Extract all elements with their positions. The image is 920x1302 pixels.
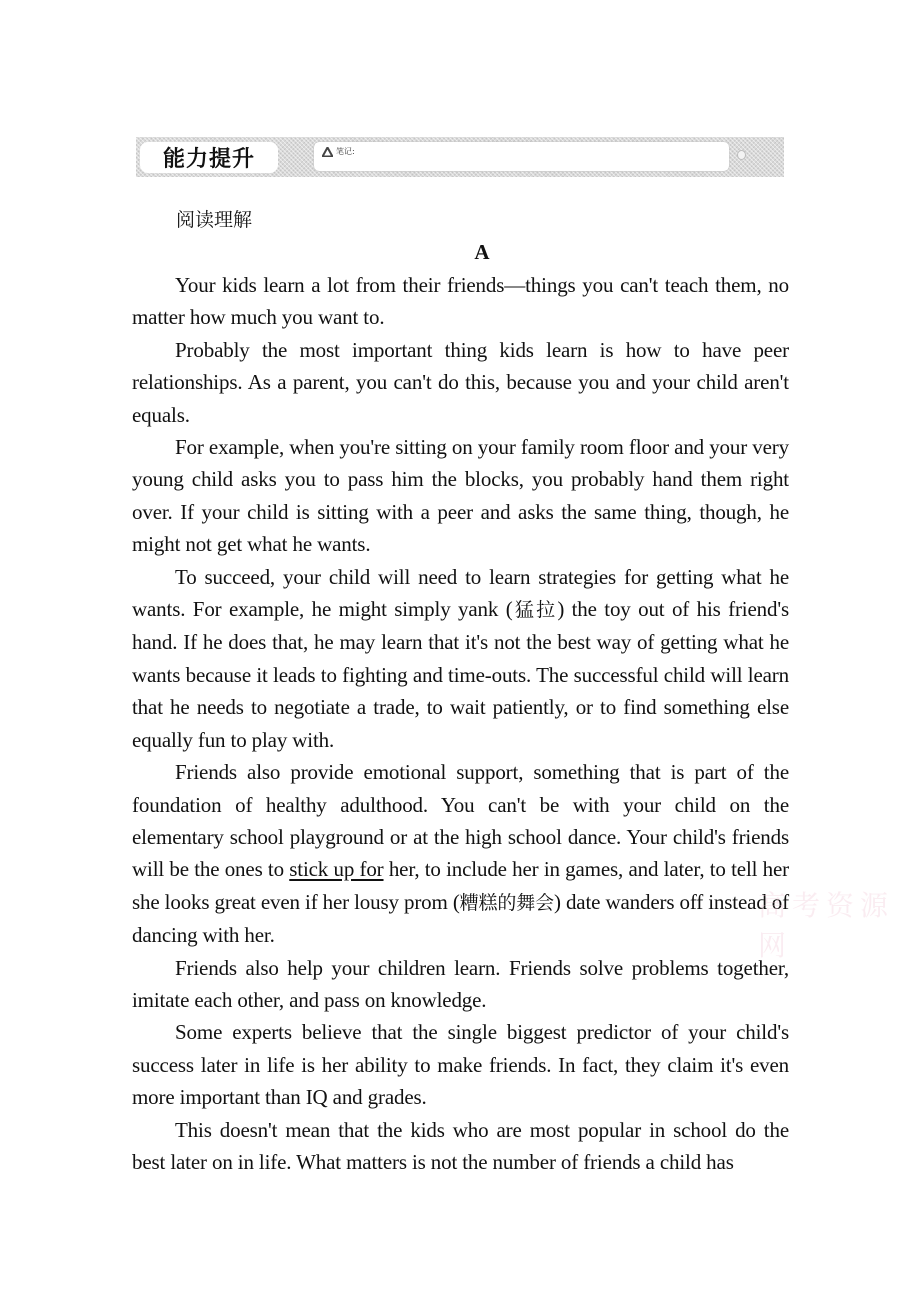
paragraph-4 [132,561,789,756]
paragraph-4-text-b: ) the toy out of his friend's hand. If he does that, he may learn that it's not the best way of getting what he wants because it leads to fighting and time-outs. The successful child will learn that he needs to negotiate a trade, to wait patiently, or to find something else equally fun to play with. [132,597,789,752]
passage-letter: A [474,240,490,264]
paragraph-5-text-c: ) date wanders off instead of dancing with her. [132,889,789,948]
paragraph-1: Your kids learn a lot from their friends—things you can't teach them, no matter how much you want to. [132,273,789,330]
gloss-lousy-prom: 糟糕的舞会 [459,891,554,914]
paragraph-5 [132,756,789,951]
paragraph-5-text-a: Friends also provide emotional support, something that is part of the foundation of healthy adulthood. You can't be with your child on the elementary school playground or at the high school dance. Your child's friends will be the ones to [132,760,789,882]
pin-icon [737,150,746,160]
section-banner [136,137,784,177]
watermark: 高考资源网 [758,889,895,962]
article-body [132,269,789,1178]
paragraph-3: For example, when you're sitting on your family room floor and your very young child asks you to pass him the blocks, you probably hand them right over. If your child is sitting with a peer and asks the same thing, though, he might not get what he wants. [132,435,789,557]
paragraph-8: This doesn't mean that the kids who are most popular in school do the best later on in life. What matters is not the number of friends a child has [132,1117,789,1174]
section-title: 阅读理解 [176,209,253,231]
note-box[interactable] [314,142,729,171]
paragraph-2: Probably the most important thing kids learn is how to have peer relationships. As a parent, you can't do this, because you and your child aren't equals. [132,337,789,427]
gloss-yank: 猛拉 [512,599,558,622]
banner-label: 能力提升 [140,142,278,173]
underlined-phrase: stick up for [289,857,384,882]
paragraph-6: Friends also help your children learn. Friends solve problems together, imitate each other, and pass on knowledge. [132,955,789,1012]
note-label: 笔记: [336,147,355,156]
paragraph-4-text-a: To succeed, your child will need to learn strategies for getting what he wants. For example, he might simply yank ( [132,564,789,622]
paragraph-5-text-b: her, to include her in games, and later, to tell her she looks great even if her lousy prom ( [132,857,789,914]
recycle-triangle-icon [322,147,333,157]
paragraph-7: Some experts believe that the single biggest predictor of your child's success later in life is her ability to make friends. In fact, they claim it's even more important than IQ and grades. [132,1020,789,1110]
